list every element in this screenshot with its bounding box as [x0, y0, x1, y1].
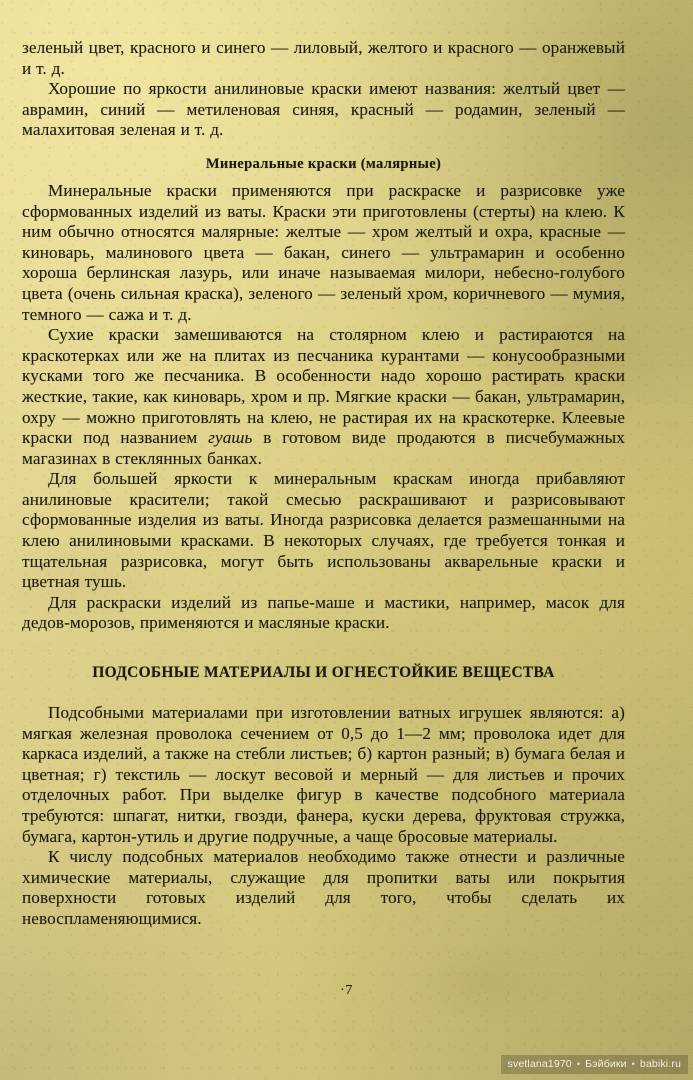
paragraph-mineral-paints-2	[22, 325, 625, 469]
paragraph-mineral-paints-3: Для большей яркости к минеральным краскам иногда прибавляют анилиновые красители; такой смесью раскрашивают и разрисовывают сформованные изделия из ваты. Иногда разрисовка делается размешанными на клею анилиновыми красками. В некоторых случаях, где требуется тонкая и тщательная разрисовка, могут быть использованы акварельные краски и цветная тушь.	[22, 469, 625, 592]
watermark-site-name: Бэйбики	[585, 1058, 627, 1070]
watermark	[501, 1055, 688, 1074]
watermark-separator-1: •	[576, 1059, 581, 1069]
paragraph-mineral-2-text-b: в готовом виде продаются в писчебумажных магазинах в стеклянных банках.	[22, 428, 626, 468]
paragraph-mineral-paints-1: Минеральные краски применяются при раскраске и разрисовке уже сформованных изделий из ваты. Краски эти приготовлены (стерты) на клею. К ним обычно относятся малярные: желтые — хром желтый и охра, красные — киноварь, малинового цвета — бакан, синего — ультрамарин и особенно хороша берлинская лазурь, или иначе называемая милори, небесно-голубого цвета (очень сильная краска), зеленого — зеленый хром, коричневого — мумия, темного — сажа и т. д.	[22, 180, 625, 324]
page-text-column	[22, 0, 625, 930]
paragraph-aniline-paints: Хорошие по яркости анилиновые краски имеют названия: желтый цвет — аврамин, синий — метиленовая синяя, красный — родамин, зеленый — малахитовая зеленая и т. д.	[22, 79, 625, 140]
term-gouache: гуашь	[208, 428, 253, 448]
watermark-user: svetlana1970	[507, 1058, 572, 1070]
subheading-mineral-paints: Минеральные краски (малярные)	[205, 155, 442, 172]
watermark-domain: babiki.ru	[639, 1058, 681, 1070]
paragraph-auxiliary-materials-1: Подсобными материалами при изготовлении ватных игрушек являются: а) мягкая железная проволока сечением от 0,5 до 1—2 мм; проволока идет для каркаса изделий, а также на стебли листьев; б) картон разный; в) бумага белая и цветная; г) текстиль — лоскут весовой и мерный — для листьев и прочих отделочных работ. При выделке фигур в качестве подсобного материала требуются: шпагат, нитки, гвозди, фанера, куски дерева, фруктовая стружка, бумага, картон-утиль и другие подручные, а чаще бросовые материалы.	[22, 703, 625, 846]
page-number: ·7	[340, 983, 353, 998]
section-heading-auxiliary-materials: ПОДСОБНЫЕ МАТЕРИАЛЫ И ОГНЕСТОЙКИЕ ВЕЩЕСТВА	[92, 664, 555, 682]
watermark-separator-2: •	[631, 1059, 635, 1069]
paragraph-mineral-2-text-a: Сухие краски замешиваются на столярном клею и растираются на краскотерках или же на плитах из песчаника курантами — конусообразными кусками того же песчаника. В особенности надо хорошо растирать краски жесткие, такие, как киноварь, хром и пр. Мягкие краски — бакан, ультрамарин, охру — можно приготовлять на клею, не растирая их на краскотерке. Клеевые краски под названием	[22, 325, 625, 448]
paragraph-auxiliary-materials-2: К числу подсобных материалов необходимо также отнести и различные химические материалы, служащие для пропитки ваты или покрытия поверхности готовых изделий для того, чтобы сделать их невоспламеняющимися.	[22, 847, 625, 928]
paragraph-mineral-paints-4: Для раскраски изделий из папье-маше и мастики, например, масок для дедов-морозов, применяются и масляные краски.	[22, 592, 625, 633]
paragraph-continuation: зеленый цвет, красного и синего — лиловый, желтого и красного — оранжевый и т. д.	[22, 38, 625, 78]
